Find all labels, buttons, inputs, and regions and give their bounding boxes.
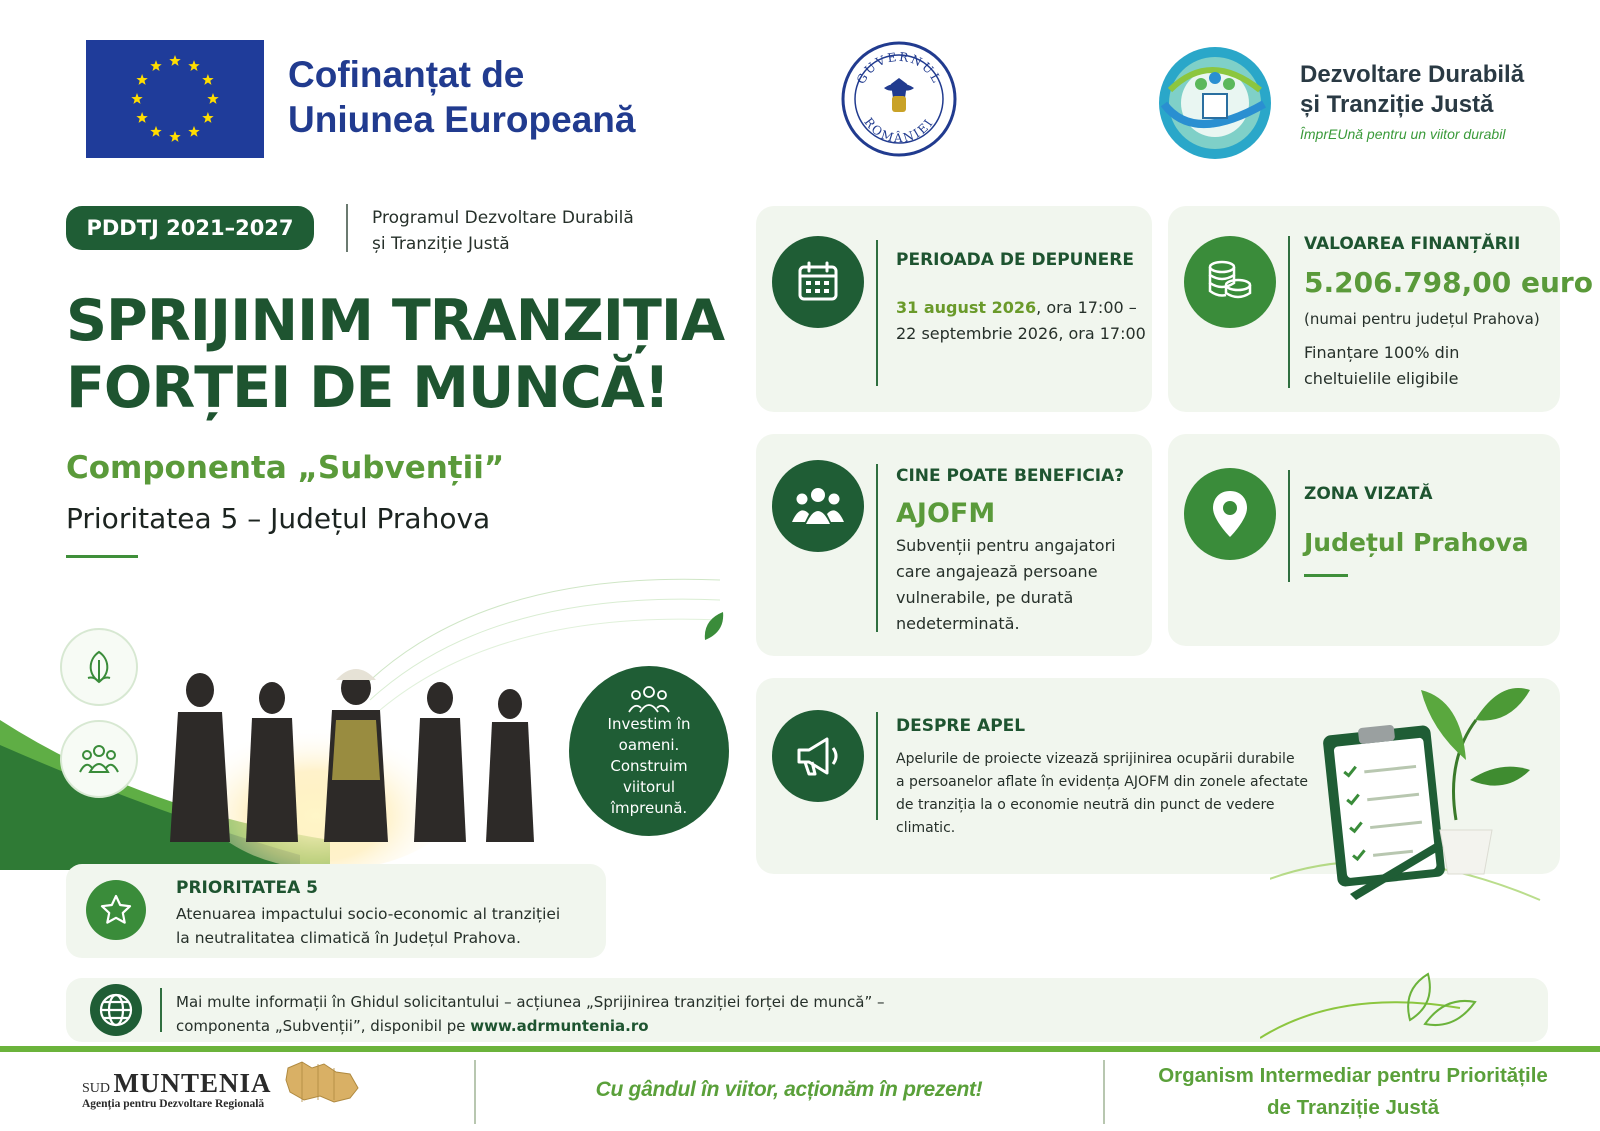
intermediate-body-label — [1108, 1060, 1598, 1124]
muntenia-map-icon — [282, 1058, 362, 1110]
slogan-line-4: viitorul — [622, 777, 676, 796]
ddtj-title-line-2: și Tranziție Justă — [1300, 91, 1494, 118]
funding-line-2: cheltuielile eligibile — [1304, 369, 1459, 388]
beneficiary-line-3: vulnerabile, pe durată — [896, 588, 1074, 607]
priority-card-line-2: la neutralitatea climatică în Județul Prahova. — [176, 929, 521, 947]
oi-line-1: Organism Intermediar pentru Prioritățile — [1158, 1064, 1548, 1087]
accent-underline — [1304, 574, 1348, 577]
program-name — [372, 205, 672, 257]
slogan-line-2: oameni. — [618, 735, 680, 754]
people-outline-icon — [60, 720, 138, 798]
clipboard-checklist-icon — [1270, 660, 1570, 960]
ddtj-logo-icon — [1156, 44, 1274, 162]
funding-details — [1304, 340, 1554, 392]
program-name-line-1: Programul Dezvoltare Durabilă — [372, 208, 634, 228]
divider — [876, 464, 878, 632]
gov-seal-top-text: GUVERNUL — [853, 49, 945, 87]
calendar-icon — [772, 236, 864, 328]
slogan-line-5: împreună. — [610, 798, 688, 817]
location-pin-icon — [1184, 468, 1276, 560]
divider — [1288, 236, 1290, 388]
agency-label: Agenția pentru Dezvoltare Regională — [82, 1098, 265, 1110]
priority-card-title: PRIORITATEA 5 — [176, 878, 318, 898]
about-line-1: Apelurile de proiecte vizează sprijinirea ocupării durabile — [896, 751, 1295, 767]
ddtj-tagline: ÎmprEUnă pentru un viitor durabil — [1300, 126, 1506, 142]
divider — [876, 712, 878, 820]
component-subtitle: Componenta „Subvenții” — [66, 450, 505, 486]
period-start-time: , ora 17:00 – — [1036, 298, 1137, 317]
slogan-line-1: Investim în — [607, 714, 691, 733]
info-line-1: Mai multe informații în Ghidul solicitantului – acțiunea „Sprijinirea tranziției forței de muncă” – — [176, 993, 885, 1011]
ddtj-title-line-1: Dezvoltare Durabilă — [1300, 61, 1525, 88]
page-title — [66, 288, 766, 422]
program-badge: PDDTJ 2021–2027 — [66, 206, 314, 250]
funding-amount: 5.206.798,00 euro — [1304, 266, 1593, 299]
beneficiary-line-4: nedeterminată. — [896, 614, 1020, 633]
info-line-2: componenta „Subvenții”, disponibil pe — [176, 1017, 471, 1035]
eu-line-2: Uniunea Europeană — [288, 99, 636, 140]
eu-cofinancing-label — [288, 52, 708, 142]
period-end: 22 septembrie 2026, ora 17:00 — [896, 324, 1146, 343]
priority-card-line-1: Atenuarea impactului socio-economic al tranziției — [176, 905, 561, 923]
divider — [160, 988, 162, 1032]
funding-title: VALOAREA FINANȚĂRII — [1304, 234, 1521, 254]
divider — [346, 204, 348, 252]
ddtj-title — [1300, 60, 1580, 120]
oi-line-2: de Tranziție Justă — [1266, 1096, 1440, 1119]
footer-motto: Cu gândul în viitor, acționăm în prezent! — [595, 1078, 983, 1101]
megaphone-icon — [772, 710, 864, 802]
eu-line-1: Cofinanțat de — [288, 54, 525, 95]
website-link[interactable]: www.adrmuntenia.ro — [470, 1017, 649, 1035]
beneficiary-description — [896, 533, 1146, 637]
priority-subtitle: Prioritatea 5 – Județul Prahova — [66, 502, 491, 535]
beneficiary-line-1: Subvenții pentru angajatori — [896, 536, 1116, 555]
zone-title: ZONA VIZATĂ — [1304, 484, 1433, 504]
funding-note: (numai pentru județul Prahova) — [1304, 310, 1540, 328]
headline-line-2: FORȚEI DE MUNCĂ! — [66, 355, 669, 421]
slogan-badge — [569, 666, 729, 836]
about-line-2: a persoanelor aflate în evidența AJOFM din zonele afectate — [896, 774, 1309, 790]
divider — [876, 240, 878, 386]
priority-card-text — [176, 902, 596, 950]
leaf-decoration-icon — [1260, 968, 1560, 1042]
about-title: DESPRE APEL — [896, 716, 1026, 736]
government-seal-icon — [840, 40, 958, 158]
headline-line-1: SPRIJINIM TRANZIȚIA — [66, 288, 725, 354]
sud-muntenia-logo — [82, 1068, 272, 1099]
sud-label: SUD — [82, 1081, 111, 1096]
about-line-3: de tranziția la o economie neutră din punct de vedere climatic. — [896, 797, 1275, 836]
divider — [1103, 1060, 1105, 1124]
beneficiary-name: AJOFM — [896, 498, 996, 529]
coins-icon — [1184, 236, 1276, 328]
slogan-line-3: Construim — [610, 756, 688, 775]
footer-rule — [0, 1046, 1600, 1052]
period-title: PERIOADA DE DEPUNERE — [896, 250, 1134, 270]
beneficiary-title: CINE POATE BENEFICIA? — [896, 466, 1125, 486]
info-text — [176, 990, 936, 1038]
accent-underline — [66, 555, 138, 558]
beneficiary-line-2: care angajează persoane — [896, 562, 1098, 581]
divider — [1288, 470, 1290, 582]
leaf-icon — [60, 628, 138, 706]
globe-icon — [90, 984, 142, 1036]
program-name-line-2: și Tranziție Justă — [372, 234, 510, 254]
star-icon — [86, 880, 146, 940]
people-outline-icon — [626, 684, 672, 714]
period-dates — [896, 295, 1146, 347]
period-start-date: 31 august 2026 — [896, 298, 1037, 317]
gov-seal-bottom-text: ROMÂNIEI — [861, 115, 937, 146]
zone-value: Județul Prahova — [1304, 528, 1529, 557]
muntenia-label: MUNTENIA — [113, 1068, 272, 1098]
funding-line-1: Finanțare 100% din — [1304, 343, 1460, 362]
eu-flag-icon — [86, 40, 264, 158]
people-icon — [772, 460, 864, 552]
